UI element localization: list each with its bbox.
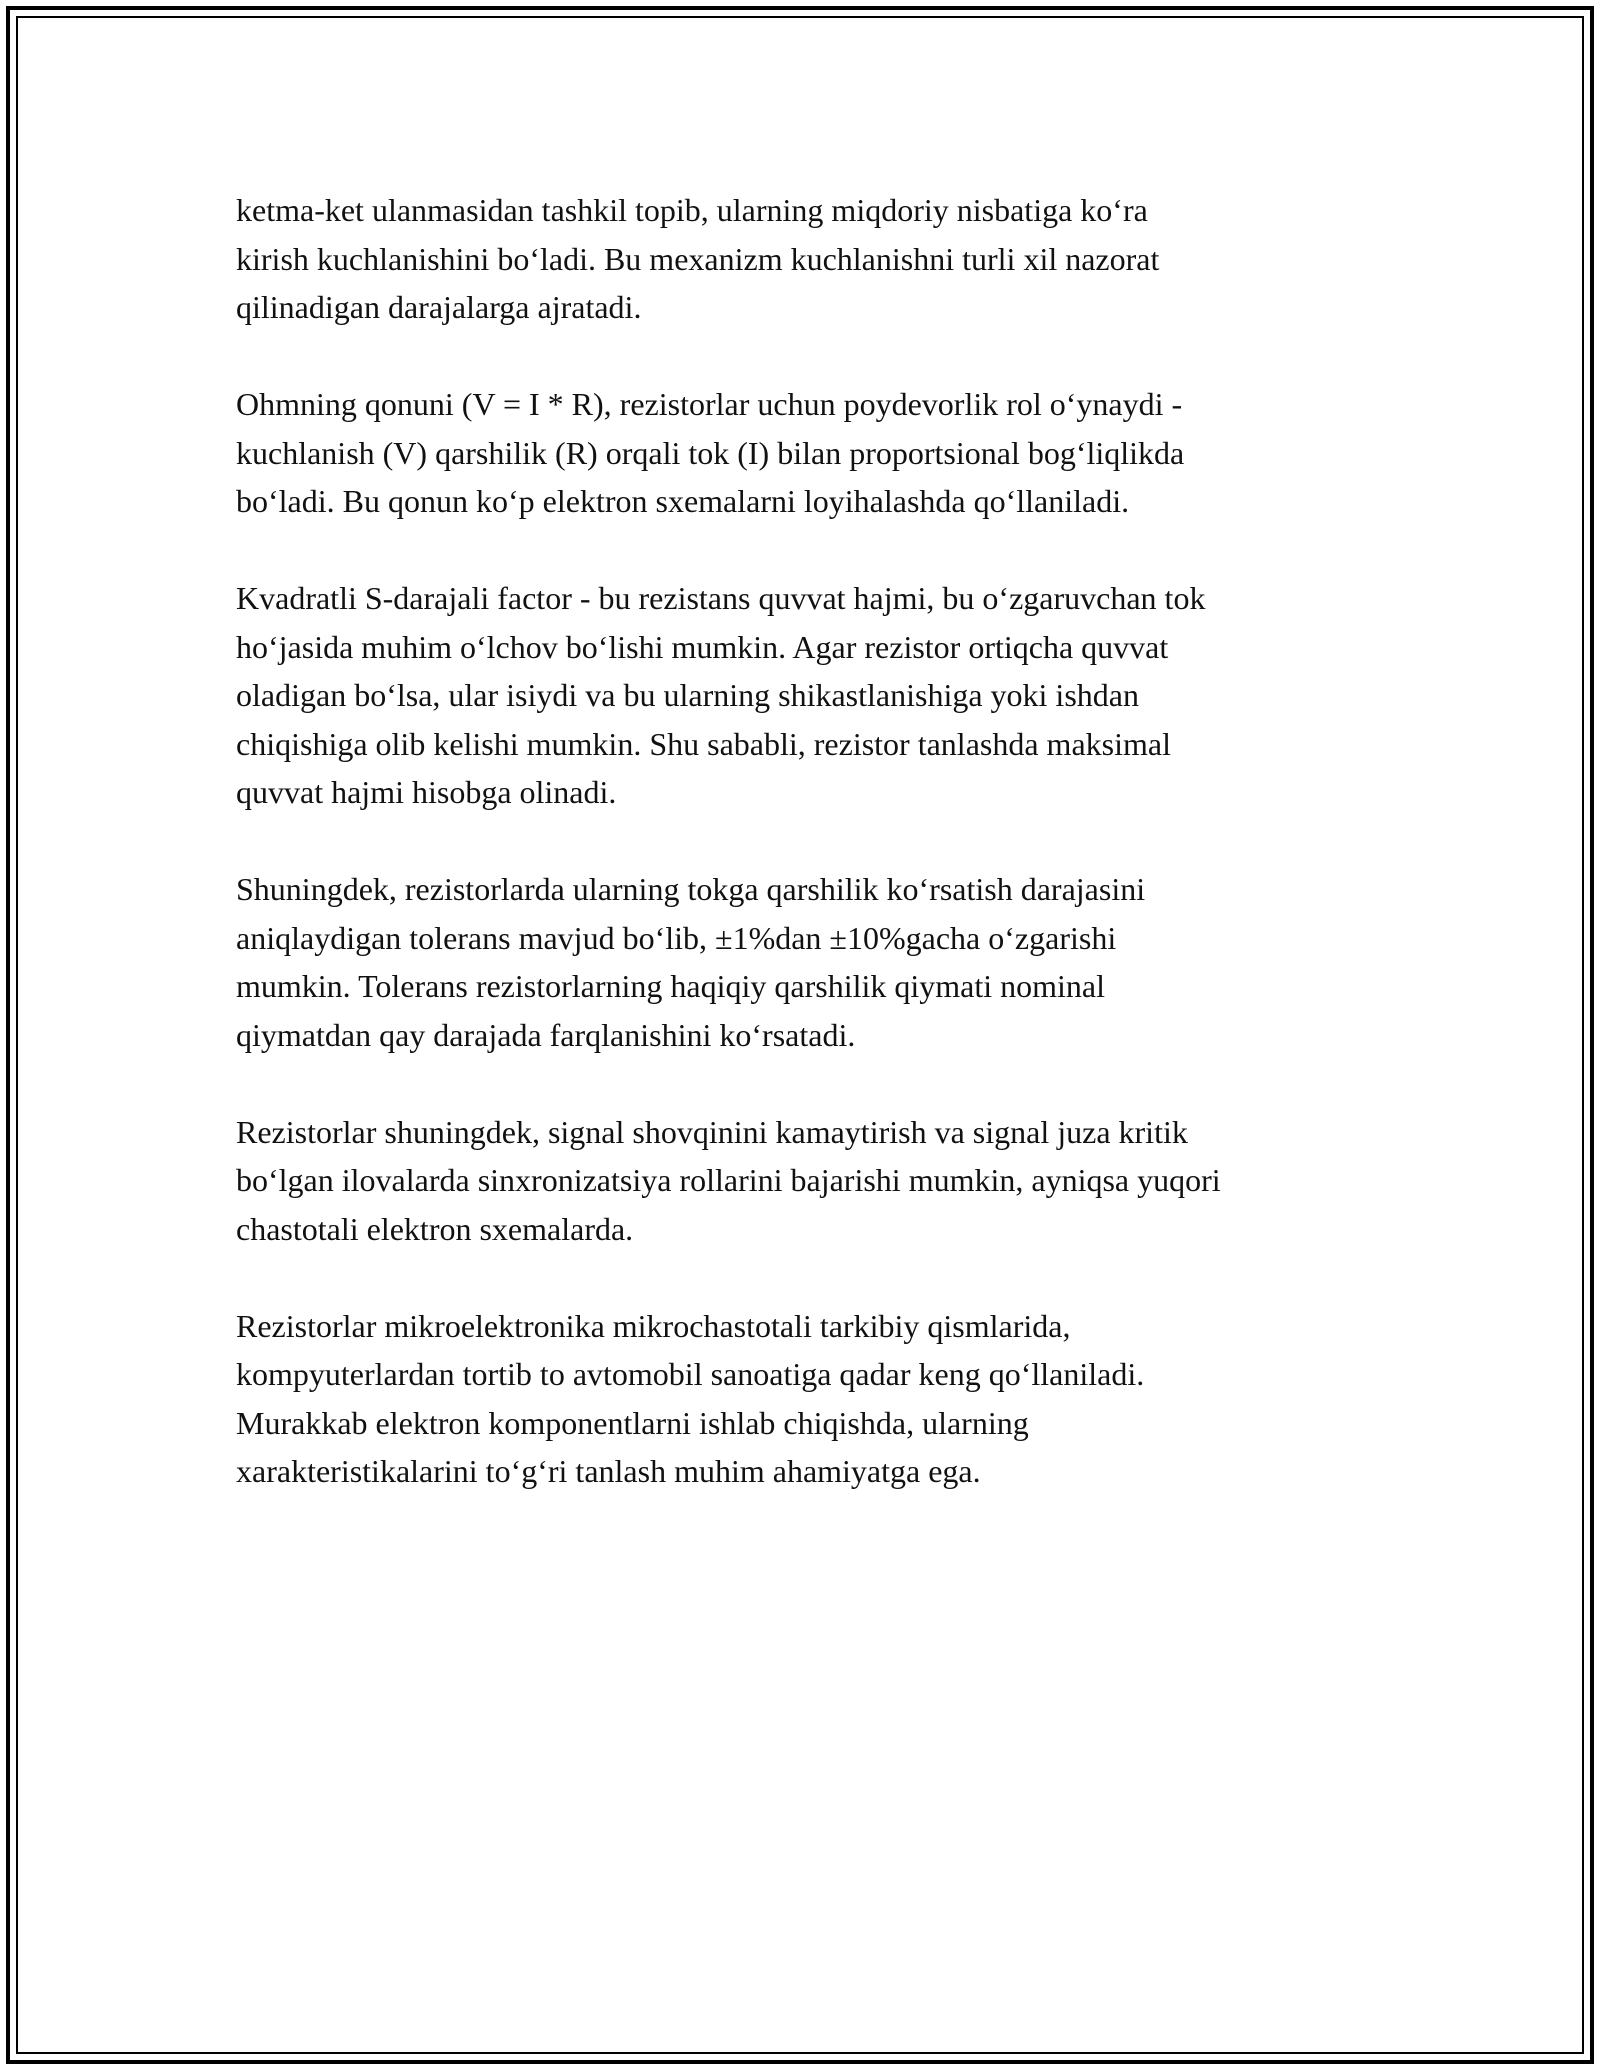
paragraph-6 [236, 1302, 1416, 1496]
text-line: ketma-ket ulanmasidan tashkil topib, ularning miqdoriy nisbatiga ko‘ra [236, 192, 1148, 228]
text-line: kirish kuchlanishini bo‘ladi. Bu mexanizm kuchlanishni turli xil nazorat [236, 240, 1160, 277]
text-line: oladigan bo‘lsa, ular isiydi va bu ularning shikastlanishiga yoki ishdan [236, 677, 1139, 713]
text-line: bo‘lgan ilovalarda sinxronizatsiya rollarini bajarishi mumkin, ayniqsa yuqori [236, 1162, 1221, 1198]
text-line: Rezistorlar mikroelektronika mikrochastotali tarkibiy qismlarida, [236, 1307, 1071, 1344]
paragraph-3 [236, 574, 1416, 817]
text-line: ho‘jasida muhim o‘lchov bo‘lishi mumkin. Agar rezistor ortiqcha quvvat [236, 628, 1169, 665]
paragraph-2 [236, 380, 1416, 526]
text-line: Shuningdek, rezistorlarda ularning tokga qarshilik ko‘rsatish darajasini [236, 871, 1146, 907]
text-line: mumkin. Tolerans rezistorlarning haqiqiy qarshilik qiymati nominal [236, 968, 1106, 1004]
text-line: kompyuterlardan tortib to avtomobil sanoatiga qadar keng qo‘llaniladi. [236, 1356, 1145, 1392]
text-line: bo‘ladi. Bu qonun ko‘p elektron sxemalarni loyihalashda qo‘llaniladi. [236, 483, 1130, 519]
text-line: kuchlanish (V) qarshilik (R) orqali tok (I) bilan proportsional bog‘liqlikda [236, 434, 1185, 471]
paragraph-5 [236, 1108, 1416, 1254]
text-line: quvvat hajmi hisobga olinadi. [236, 774, 617, 810]
text-line: qilinadigan darajalarga ajratadi. [236, 289, 642, 325]
paragraph-4 [236, 865, 1416, 1059]
text-line: Murakkab elektron komponentlarni ishlab chiqishda, ularning [236, 1404, 1029, 1441]
text-line: xarakteristikalarini to‘g‘ri tanlash muhim ahamiyatga ega. [236, 1453, 981, 1489]
text-line: Ohmning qonuni (V = I * R), rezistorlar uchun poydevorlik rol o‘ynaydi - [236, 386, 1183, 422]
text-line: Kvadratli S-darajali factor - bu rezistans quvvat hajmi, bu o‘zgaruvchan tok [236, 580, 1206, 616]
text-line: qiymatdan qay darajada farqlanishini ko‘rsatadi. [236, 1016, 856, 1053]
document-body [236, 186, 1416, 1544]
text-line: chiqishiga olib kelishi mumkin. Shu sababli, rezistor tanlashda maksimal [236, 725, 1171, 762]
text-line: aniqlaydigan tolerans mavjud bo‘lib, ±1%dan ±10%gacha o‘zgarishi [236, 919, 1117, 956]
text-line: chastotali elektron sxemalarda. [236, 1210, 634, 1247]
paragraph-1 [236, 186, 1416, 332]
text-line: Rezistorlar shuningdek, signal shovqinini kamaytirish va signal juza kritik [236, 1113, 1188, 1150]
